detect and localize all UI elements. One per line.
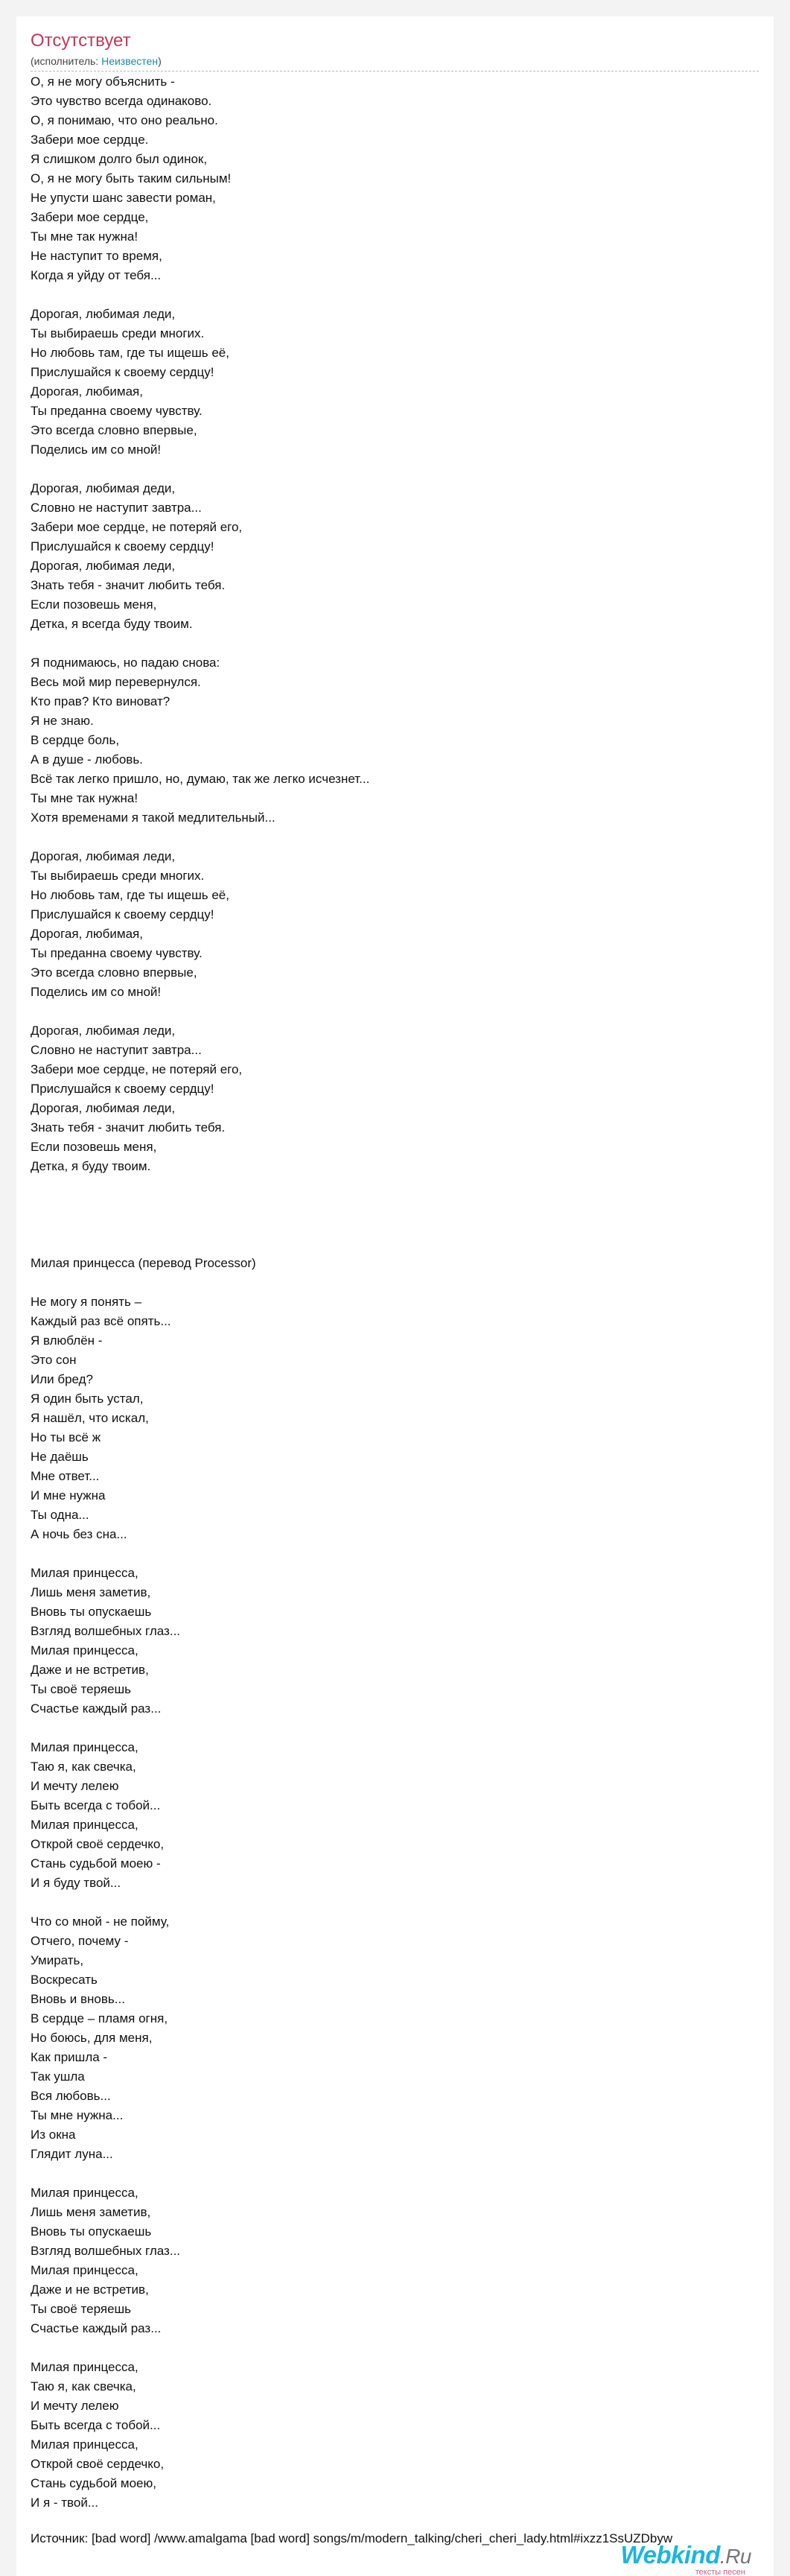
lyric-line: А ночь без сна... — [31, 1527, 127, 1541]
lyric-line: Взгляд волшебных глаз... — [31, 1624, 181, 1638]
lyric-line: Ты мне нужна... — [31, 2108, 124, 2122]
lyric-line: Мне ответ... — [31, 1469, 100, 1483]
lyric-line: Не упусти шанс завести роман, — [31, 191, 216, 205]
lyric-line: Забери мое сердце. — [31, 133, 149, 147]
lyric-line: Милая принцесса, — [31, 1566, 138, 1580]
lyric-line: Умирать, — [31, 1953, 84, 1967]
blank-line — [31, 1215, 768, 1234]
lyric-line: Или бред? — [31, 1372, 94, 1386]
lyric-line: Не даёшь — [31, 1450, 89, 1464]
lyric-line: Ты мне так нужна! — [31, 229, 138, 244]
lyric-line: Это всегда словно впервые, — [31, 423, 197, 437]
lyric-line: Дорогая, любимая леди, — [31, 559, 176, 573]
lyric-line: Дорогая, любимая леди, — [31, 1101, 176, 1115]
logo-tagline: тексты песен — [695, 2568, 745, 2576]
lyric-line: Знать тебя - значит любить тебя. — [31, 1120, 226, 1135]
lyric-line: Счастье каждый раз... — [31, 2321, 162, 2335]
lyric-line: Вновь ты опускаешь — [31, 1605, 152, 1619]
lyric-line: Я влюблён - — [31, 1333, 103, 1348]
lyric-line: Даже и не встретив, — [31, 2282, 149, 2297]
blank-line — [31, 1002, 768, 1021]
lyric-line: Из окна — [31, 2128, 76, 2142]
lyric-line: Забери мое сердце, не потеряй его, — [31, 1062, 243, 1076]
lyric-line: Это всегда словно впервые, — [31, 965, 197, 980]
lyric-line: Я один быть устал, — [31, 1392, 144, 1406]
lyric-line: Хотя временами я такой медлительный... — [31, 810, 275, 825]
lyric-line: Дорогая, любимая леди, — [31, 849, 176, 863]
lyric-line: Это сон — [31, 1353, 77, 1367]
lyric-line: Но боюсь, для меня, — [31, 2031, 153, 2045]
lyric-line: Вся любовь... — [31, 2089, 111, 2103]
artist-suffix: ) — [158, 55, 162, 67]
lyric-line: Прислушайся к своему сердцу! — [31, 365, 214, 379]
lyric-line: Ты преданна своему чувству. — [31, 946, 203, 960]
lyric-line: Стань судьбой моею - — [31, 1856, 161, 1871]
lyric-line: Как пришла - — [31, 2050, 108, 2064]
lyric-line: Дорогая, любимая, — [31, 384, 143, 399]
lyric-line: Всё так легко пришло, но, думаю, так же легко исчезнет... — [31, 772, 370, 786]
lyric-line: Глядит луна... — [31, 2147, 113, 2161]
blank-line — [31, 1176, 768, 1196]
lyric-line: О, я не могу быть таким сильным! — [31, 171, 232, 185]
blank-line — [31, 1234, 768, 1254]
lyric-line: Милая принцесса, — [31, 1818, 138, 1832]
logo-part2: .Ru — [719, 2545, 751, 2568]
lyric-line: И я - твой... — [31, 2496, 99, 2510]
lyric-line: Знать тебя - значит любить тебя. — [31, 578, 226, 592]
lyric-line: Ты мне так нужна! — [31, 791, 138, 805]
logo-wordmark — [621, 2542, 751, 2569]
lyric-line: Это чувство всегда одинаково. — [31, 94, 212, 108]
logo-part1: Webkind — [620, 2541, 720, 2569]
blank-line — [31, 2338, 768, 2358]
lyric-line: Но любовь там, где ты ищешь её, — [31, 888, 229, 902]
lyric-line: Открой своё сердечко, — [31, 2457, 165, 2471]
lyric-line: И мне нужна — [31, 1488, 106, 1503]
blank-line — [31, 1196, 768, 1215]
blank-line — [31, 460, 768, 479]
lyric-line: Я не знаю. — [31, 714, 94, 728]
lyric-line: Что со мной - не пойму, — [31, 1914, 170, 1929]
lyrics-page — [16, 16, 774, 2576]
lyric-line: Дорогая, любимая леди, — [31, 1024, 176, 1038]
lyric-line: Таю я, как свечка, — [31, 1760, 136, 1774]
lyric-line: Прислушайся к своему сердцу! — [31, 1082, 214, 1096]
lyric-line: Дорогая, любимая деди, — [31, 481, 176, 495]
lyric-line: Я поднимаюсь, но падаю снова: — [31, 656, 220, 670]
lyric-line: Счастье каждый раз... — [31, 1701, 162, 1716]
lyric-line: В сердце – пламя огня, — [31, 2011, 168, 2025]
song-title: Отсутствует — [31, 31, 131, 51]
artist-prefix: (исполнитель: — [31, 55, 102, 67]
lyric-line: Вновь ты опускаешь — [31, 2224, 152, 2239]
lyric-line: Лишь меня заметив, — [31, 1585, 151, 1599]
lyric-line: Кто прав? Кто виноват? — [31, 694, 171, 708]
lyric-line: Прислушайся к своему сердцу! — [31, 907, 214, 921]
source-line: Источник: [bad word] /www.amalgama [bad word] songs/m/modern_talking/cheri_cheri_lady.html#ixzz1SsUZDbyw — [31, 2531, 673, 2545]
artist-line — [31, 54, 162, 68]
lyrics-body — [31, 72, 768, 2513]
lyric-line: Даже и не встретив, — [31, 1663, 149, 1677]
lyric-line: Словно не наступит завтра... — [31, 1043, 202, 1057]
lyric-line: О, я не могу объяснить - — [31, 74, 175, 89]
blank-line — [31, 1719, 768, 1738]
lyric-line: Милая принцесса, — [31, 2360, 138, 2374]
lyric-line: Я нашёл, что искал, — [31, 1411, 149, 1425]
lyric-line: Если позовешь меня, — [31, 597, 157, 612]
lyric-line: Ты своё теряешь — [31, 1682, 132, 1696]
blank-line — [31, 1893, 768, 1912]
lyric-line: Дорогая, любимая леди, — [31, 307, 176, 321]
lyric-line: Дорогая, любимая, — [31, 927, 143, 941]
lyric-line: Если позовешь меня, — [31, 1140, 157, 1154]
lyric-line: О, я понимаю, что оно реально. — [31, 113, 218, 127]
blank-line — [31, 634, 768, 653]
blank-line — [31, 1273, 768, 1292]
lyric-line: Милая принцесса, — [31, 2263, 138, 2277]
lyric-line: И я буду твой... — [31, 1876, 121, 1890]
lyric-line: Ты одна... — [31, 1508, 89, 1522]
blank-line — [31, 1544, 768, 1564]
lyric-line: Я слишком долго был одинок, — [31, 152, 208, 166]
lyric-line: Прислушайся к своему сердцу! — [31, 539, 214, 553]
lyric-line: В сердце боль, — [31, 733, 120, 747]
lyric-line: Открой своё сердечко, — [31, 1837, 165, 1851]
lyric-line: Ты выбираешь среди многих. — [31, 869, 205, 883]
lyric-line: Милая принцесса, — [31, 1740, 138, 1754]
lyric-line: Быть всегда с тобой... — [31, 2418, 161, 2432]
lyric-line: И мечту лелею — [31, 1779, 119, 1793]
lyric-line: Милая принцесса, — [31, 1643, 138, 1657]
artist-link[interactable]: Неизвестен — [101, 55, 159, 67]
lyric-line: Забери мое сердце, не потеряй его, — [31, 520, 243, 534]
lyric-line: Милая принцесса (перевод Processor) — [31, 1256, 256, 1270]
lyric-line: Не могу я понять – — [31, 1295, 142, 1309]
lyric-line: Таю я, как свечка, — [31, 2379, 136, 2393]
lyric-line: Но любовь там, где ты ищешь её, — [31, 346, 229, 360]
lyric-line: Лишь меня заметив, — [31, 2205, 151, 2219]
lyric-line: Каждый раз всё опять... — [31, 1314, 171, 1328]
lyric-line: Детка, я буду твоим. — [31, 1159, 151, 1173]
title-divider — [31, 71, 759, 72]
lyric-line: Милая принцесса, — [31, 2437, 138, 2452]
blank-line — [31, 828, 768, 847]
lyric-line: Воскресать — [31, 1973, 98, 1987]
site-logo[interactable] — [621, 2542, 751, 2576]
lyric-line: Отчего, почему - — [31, 1934, 129, 1948]
lyric-line: Вновь и вновь... — [31, 1992, 125, 2006]
lyric-line: Ты преданна своему чувству. — [31, 404, 203, 418]
lyric-line: Так ушла — [31, 2069, 85, 2084]
lyric-line: Милая принцесса, — [31, 2186, 138, 2200]
lyric-line: А в душе - любовь. — [31, 752, 143, 767]
blank-line — [31, 285, 768, 305]
lyric-line: И мечту лелею — [31, 2399, 119, 2413]
lyric-line: Не наступит то время, — [31, 249, 162, 263]
lyric-line: Быть всегда с тобой... — [31, 1798, 161, 1812]
lyric-line: Когда я уйду от тебя... — [31, 268, 162, 282]
lyric-line: Поделись им со мной! — [31, 985, 162, 999]
lyric-line: Забери мое сердце, — [31, 210, 149, 224]
blank-line — [31, 2164, 768, 2183]
lyric-line: Взгляд волшебных глаз... — [31, 2244, 181, 2258]
lyric-line: Детка, я всегда буду твоим. — [31, 617, 193, 631]
lyric-line: Поделись им со мной! — [31, 442, 162, 457]
lyric-line: Ты своё теряешь — [31, 2302, 132, 2316]
lyric-line: Стань судьбой моею, — [31, 2476, 156, 2490]
lyric-line: Весь мой мир перевернулся. — [31, 675, 201, 689]
lyric-line: Словно не наступит завтра... — [31, 501, 202, 515]
lyric-line: Ты выбираешь среди многих. — [31, 326, 205, 340]
lyric-line: Но ты всё ж — [31, 1430, 101, 1444]
